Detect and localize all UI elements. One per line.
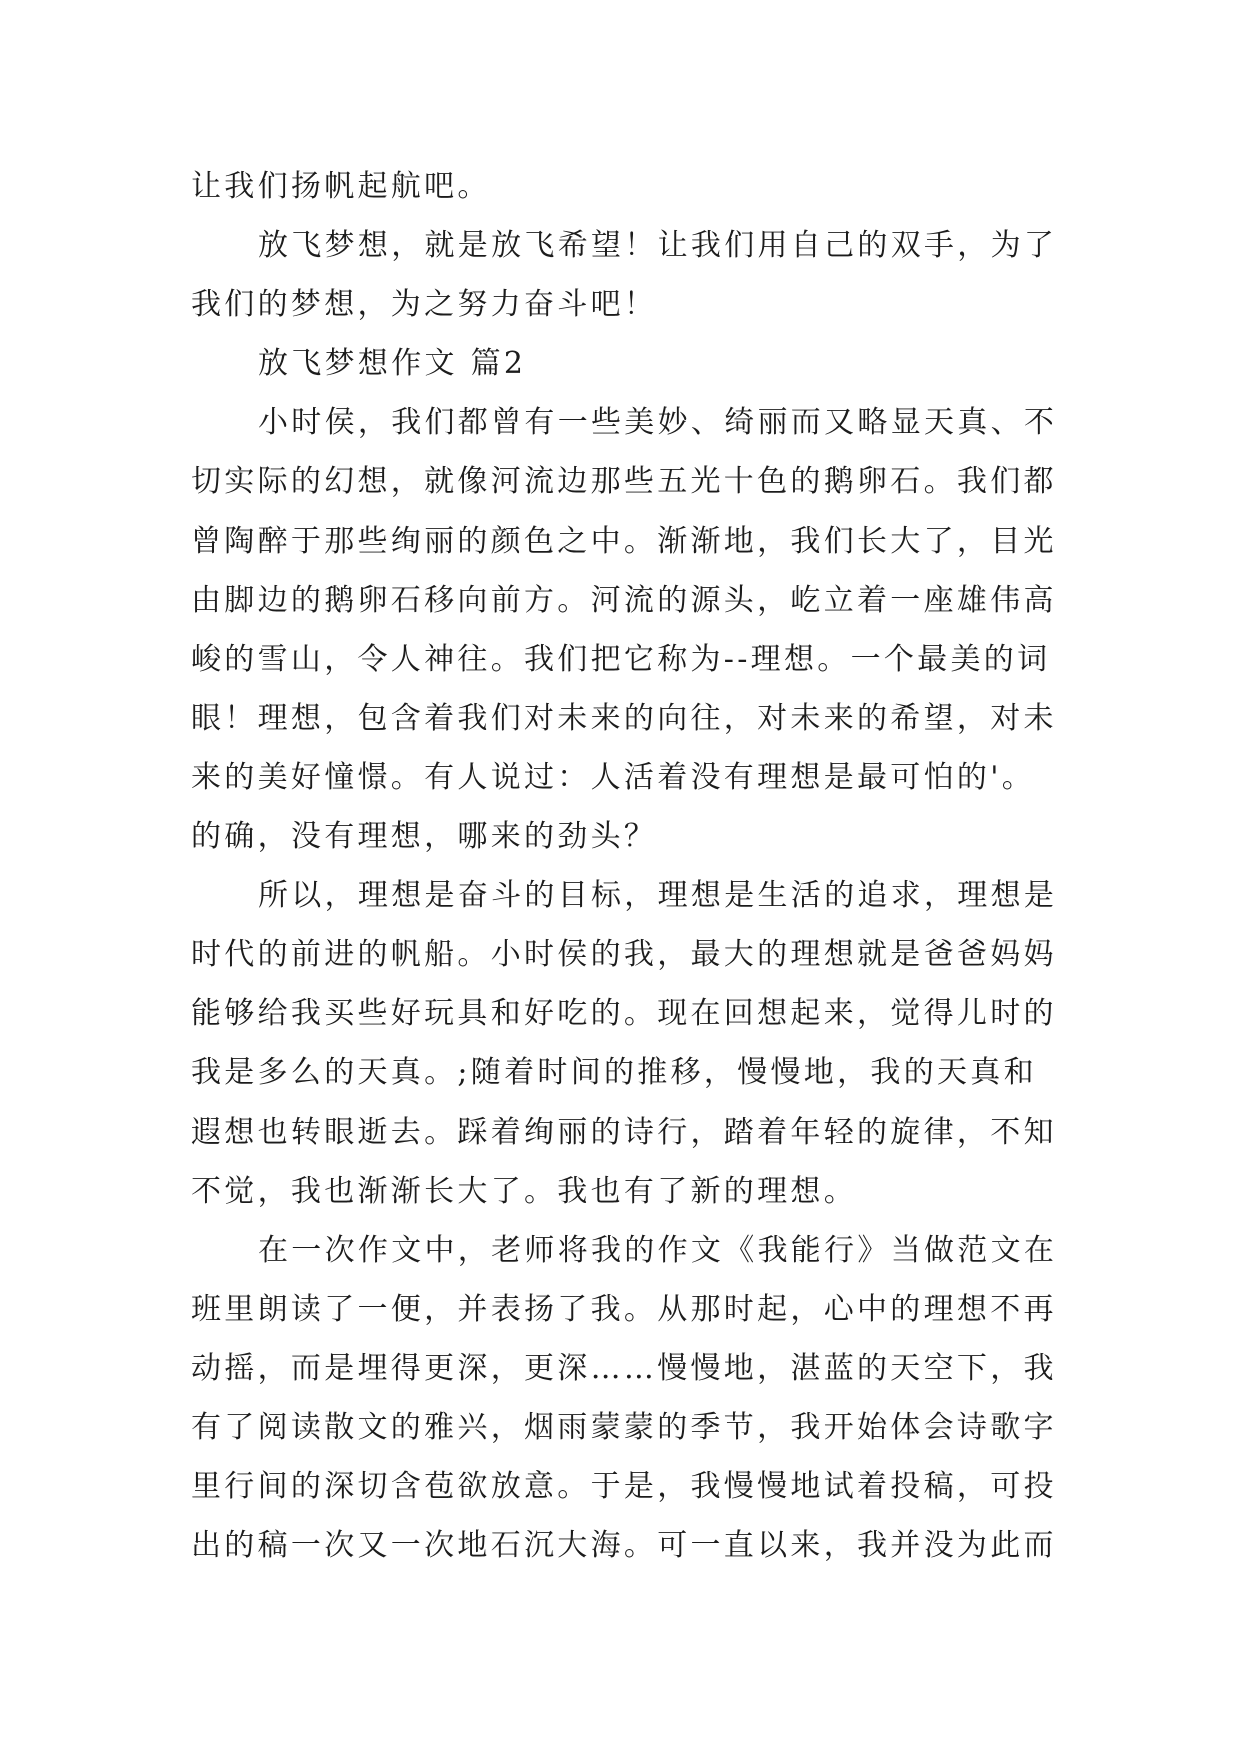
section-heading-text: 放飞梦想作文 篇2 xyxy=(258,346,527,382)
paragraph-line: 切实际的幻想，就像河流边那些五光十色的鹅卵石。我们都 xyxy=(191,464,1057,500)
paragraph-line: 遐想也转眼逝去。踩着绚丽的诗行，踏着年轻的旋律，不知 xyxy=(191,1114,1057,1150)
paragraph-line: 时代的前进的帆船。小时侯的我，最大的理想就是爸爸妈妈 xyxy=(191,937,1057,973)
paragraph-line: 峻的雪山，令人神往。我们把它称为--理想。一个最美的词 xyxy=(191,641,1051,677)
paragraph xyxy=(191,1221,1071,1576)
paragraph-line: 放飞梦想，就是放飞希望！让我们用自己的双手，为了 xyxy=(258,228,1058,264)
paragraph-line: 动摇，而是埋得更深，更深……慢慢地，湛蓝的天空下，我 xyxy=(191,1350,1057,1386)
paragraph-line: 我是多么的天真。;随着时间的推移，慢慢地，我的天真和 xyxy=(191,1055,1037,1091)
paragraph-line: 我们的梦想，为之努力奋斗吧！ xyxy=(191,287,658,323)
paragraph-line: 班里朗读了一便，并表扬了我。从那时起，心中的理想不再 xyxy=(191,1291,1057,1327)
paragraph-line: 的确，没有理想，哪来的劲头？ xyxy=(191,819,658,855)
paragraph-line: 小时侯，我们都曾有一些美妙、绮丽而又略显天真、不 xyxy=(258,405,1058,441)
paragraph-line: 曾陶醉于那些绚丽的颜色之中。渐渐地，我们长大了，目光 xyxy=(191,523,1057,559)
paragraph-line: 出的稿一次又一次地石沉大海。可一直以来，我并没为此而 xyxy=(191,1528,1057,1564)
paragraph-continued xyxy=(191,157,1071,216)
section-heading xyxy=(191,334,1071,393)
paragraph xyxy=(191,393,1071,866)
paragraph-line: 在一次作文中，老师将我的作文《我能行》当做范文在 xyxy=(258,1232,1058,1268)
paragraph xyxy=(191,866,1071,1221)
paragraph-line: 由脚边的鹅卵石移向前方。河流的源头，屹立着一座雄伟高 xyxy=(191,582,1057,618)
document-body xyxy=(191,157,1071,1575)
paragraph-line: 来的美好憧憬。有人说过：人活着没有理想是最可怕的'。 xyxy=(191,759,1036,795)
paragraph-line: 眼！理想，包含着我们对未来的向往，对未来的希望，对未 xyxy=(191,700,1057,736)
paragraph-line: 有了阅读散文的雅兴，烟雨蒙蒙的季节，我开始体会诗歌字 xyxy=(191,1409,1057,1445)
paragraph xyxy=(191,216,1071,334)
paragraph-line: 所以，理想是奋斗的目标，理想是生活的追求，理想是 xyxy=(258,878,1058,914)
paragraph-line: 让我们扬帆起航吧。 xyxy=(191,169,491,204)
paragraph-line: 不觉，我也渐渐长大了。我也有了新的理想。 xyxy=(191,1173,857,1209)
paragraph-line: 能够给我买些好玩具和好吃的。现在回想起来，觉得儿时的 xyxy=(191,996,1057,1032)
paragraph-line: 里行间的深切含苞欲放意。于是，我慢慢地试着投稿，可投 xyxy=(191,1469,1057,1505)
